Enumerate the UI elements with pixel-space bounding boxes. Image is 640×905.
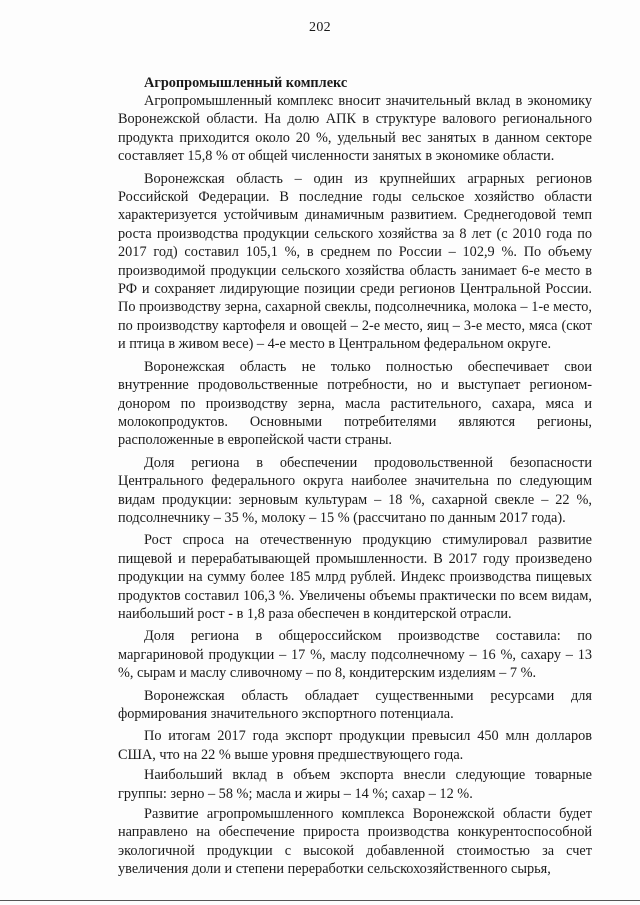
paragraph-agrarian-region: Воронежская область – один из крупнейших аграрных регионов Российской Федерации. В последние годы сельское хозяйство области характеризуется устойчивым динамичным развитием. Среднегодовой темп роста производства продукции сельского хозяйства за 8 лет (с 2010 года по 2017 год) составил 105,1 %, в среднем по России – 102,9 %. По объему производимой продукции сельского хозяйства область занимает 6-е место в РФ и сохраняет лидирующие позиции среди регионов Центральной России. По производству зерна, сахарной свеклы, подсолнечника, молока – 1-е место, по производству картофеля и овощей – 2-е место, яиц – 3-е место, мяса (скот и птица в живом весе) – 4-е место в Центральном федеральном округе.: [118, 170, 592, 353]
section-heading: Агропромышленный комплекс: [144, 75, 348, 91]
paragraph-apk-contribution: Агропромышленный комплекс вносит значительный вклад в экономику Воронежской области. На долю АПК в структуре валового регионального продукта приходится около 20 %, удельный вес занятых в данном секторе составляет 15,8 % от общей численности занятых в экономике области.: [118, 93, 592, 165]
paragraph-export-potential: Воронежская область обладает существенными ресурсами для формирования значительного экспортного потенциала.: [118, 687, 592, 722]
page-content: [118, 74, 592, 883]
page-bottom-edge: [0, 900, 640, 901]
paragraph-export-groups: Наибольший вклад в объем экспорта внесли следующие товарные группы: зерно – 58 %; масла и жиры – 14 %; сахар – 12 %.: [118, 767, 592, 802]
paragraph-export-2017: По итогам 2017 года экспорт продукции превысил 450 млн долларов США, что на 22 % выше уровня предшествующего года.: [118, 728, 592, 763]
paragraph-national-share: Доля региона в общероссийском производстве составила: по маргариновой продукции – 17 %, маслу подсолнечному – 16 %, сахару – 13 %, сырам и маслу сливочному – по 8, кондитерским изделиям – 7 %.: [118, 628, 592, 682]
paragraph-food-security-share: Доля региона в обеспечении продовольственной безопасности Центрального федерального округа наиболее значительна по следующим видам продукции: зерновым культурам – 18 %, сахарной свекле – 22 %, подсолнечнику – 35 %, молоку – 15 % (рассчитано по данным 2017 года).: [118, 454, 592, 526]
paragraph-donor-region: Воронежская область не только полностью обеспечивает свои внутренние продовольственные потребности, но и выступает регионом-донором по производству зерна, масла растительного, сахара, мяса и молокопродуктов. Основными потребителями являются регионы, расположенные в европейской части страны.: [118, 358, 592, 449]
paragraph-food-industry: Рост спроса на отечественную продукцию стимулировал развитие пищевой и перерабатывающей промышленности. В 2017 году произведено продукции на сумму более 185 млрд рублей. Индекс производства пищевых продуктов составил 106,3 %. Увеличены объемы практически по всем видам, наибольший рост - в 1,8 раза обеспечен в кондитерской отрасли.: [118, 532, 592, 622]
page-number: 202: [309, 20, 331, 35]
paragraph-development-direction: Развитие агропромышленного комплекса Воронежской области будет направлено на обеспечение прироста производства конкурентоспособной экологичной продукции с высокой добавленной стоимостью за счет увеличения доли и степени переработки сельскохозяйственного сырья,: [118, 806, 592, 878]
